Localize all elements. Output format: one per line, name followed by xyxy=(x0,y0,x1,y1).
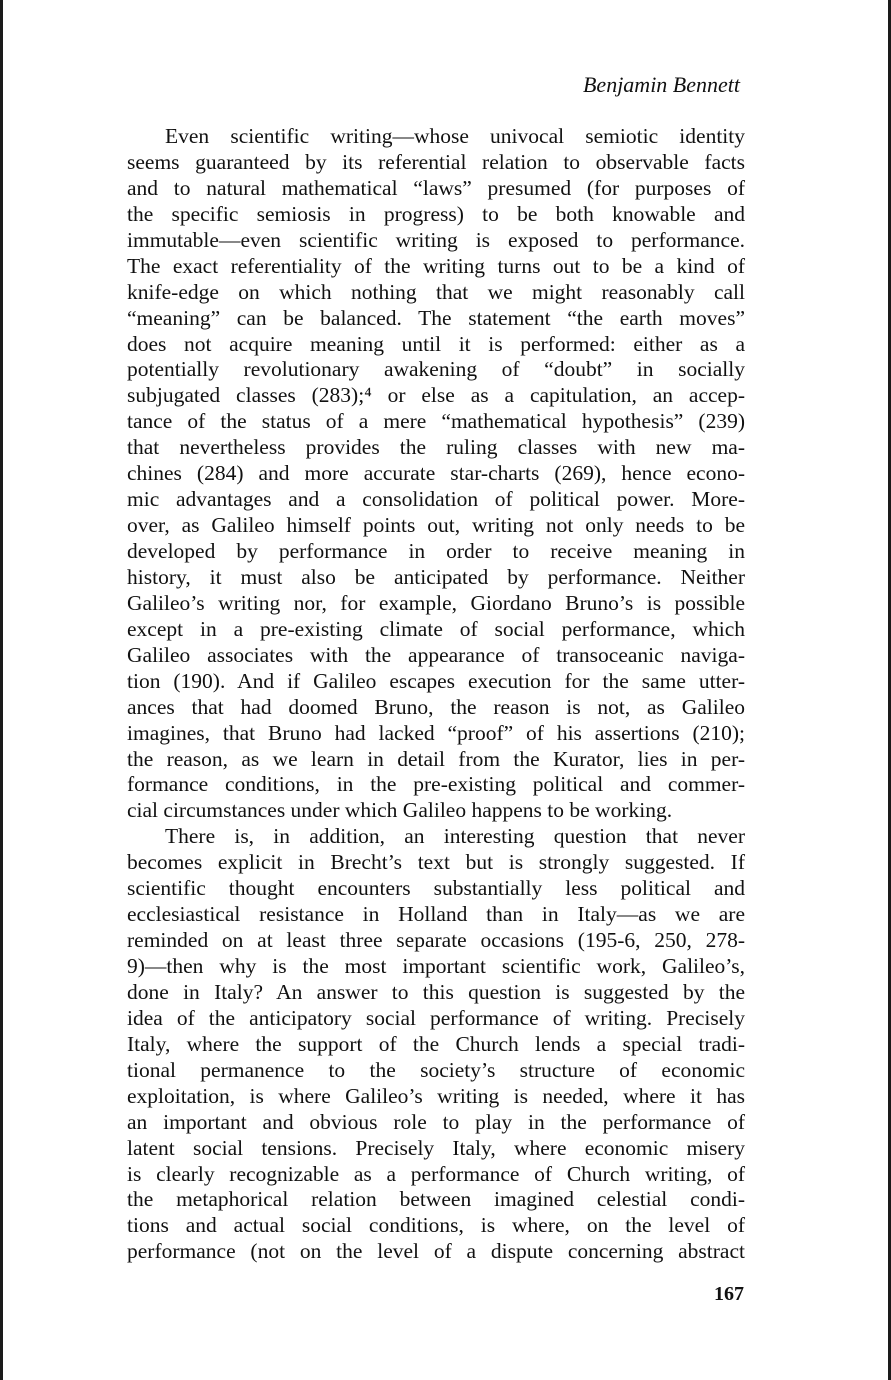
text-line: and to natural mathematical “laws” presumed (for purposes of xyxy=(127,175,745,200)
text-line: formance conditions, in the pre-existing political and commer- xyxy=(127,772,745,797)
text-line: developed by performance in order to receive meaning in xyxy=(127,539,745,563)
text-line: history, it must also be anticipated by performance. Neither xyxy=(127,564,745,589)
text-line: becomes explicit in Brecht’s text but is strongly suggested. If xyxy=(127,850,745,875)
text-line: The exact referentiality of the writing turns out to be a kind of xyxy=(127,253,745,278)
text-line: seems guaranteed by its referential relation to observable facts xyxy=(127,149,745,174)
text-line: Italy, where the support of the Church lends a special tradi- xyxy=(127,1031,745,1056)
text-line: There is, in addition, an interesting question that never xyxy=(165,824,745,849)
text-line: reminded on at least three separate occasions (195-6, 250, 278- xyxy=(127,928,745,953)
text-line: tional permanence to the society’s structure of economic xyxy=(127,1057,745,1082)
text-line: “meaning” can be balanced. The statement “the earth moves” xyxy=(127,305,745,330)
text-line: potentially revolutionary awakening of “doubt” in socially xyxy=(127,357,745,382)
text-line: except in a pre-existing climate of social performance, which xyxy=(127,616,745,641)
text-line: does not acquire meaning until it is performed: either as a xyxy=(127,331,745,356)
text-line: ecclesiastical resistance in Holland than in Italy—as we are xyxy=(127,902,745,927)
text-line: ances that had doomed Bruno, the reason is not, as Galileo xyxy=(127,694,745,719)
text-line: imagines, that Bruno had lacked “proof” of his assertions (210); xyxy=(127,720,745,745)
text-line: latent social tensions. Precisely Italy, where economic misery xyxy=(127,1135,745,1160)
text-line: cial circumstances under which Galileo happens to be working. xyxy=(127,798,673,823)
text-line: the specific semiosis in progress) to be both knowable and xyxy=(127,201,745,226)
text-line: an important and obvious role to play in the performance of xyxy=(127,1109,745,1134)
text-line: that nevertheless provides the ruling classes with new ma- xyxy=(127,435,745,460)
text-line: Galileo associates with the appearance of transoceanic naviga- xyxy=(127,642,745,667)
text-line: idea of the anticipatory social performance of writing. Precisely xyxy=(127,1005,745,1030)
text-line: tance of the status of a mere “mathematical hypothesis” (239) xyxy=(127,409,745,434)
text-line: 9)—then why is the most important scientific work, Galileo’s, xyxy=(127,954,745,978)
running-head: Benjamin Bennett xyxy=(582,72,740,97)
text-line: mic advantages and a consolidation of political power. More- xyxy=(127,487,745,512)
text-line: Galileo’s writing nor, for example, Giordano Bruno’s is possible xyxy=(127,590,745,615)
text-line: immutable—even scientific writing is exposed to performance. xyxy=(127,227,745,252)
page-edge-left xyxy=(0,0,3,1380)
text-line: subjugated classes (283);⁴ or else as a capitulation, an accep- xyxy=(127,383,745,408)
text-line: is clearly recognizable as a performance of Church writing, of xyxy=(127,1161,745,1186)
text-line: tions and actual social conditions, is where, on the level of xyxy=(127,1213,745,1238)
text-line: Even scientific writing—whose univocal semiotic identity xyxy=(165,124,745,148)
text-line: over, as Galileo himself points out, writing not only needs to be xyxy=(127,513,745,538)
text-line: exploitation, is where Galileo’s writing is needed, where it has xyxy=(127,1083,745,1108)
text-line: tion (190). And if Galileo escapes execution for the same utter- xyxy=(127,668,745,693)
text-line: chines (284) and more accurate star-charts (269), hence econo- xyxy=(127,461,745,486)
text-line: done in Italy? An answer to this question is suggested by the xyxy=(127,979,745,1004)
text-line: the reason, as we learn in detail from the Kurator, lies in per- xyxy=(127,746,745,771)
body-text xyxy=(127,124,745,1265)
text-line: scientific thought encounters substantially less political and xyxy=(127,876,745,901)
page-number: 167 xyxy=(714,1283,744,1305)
text-line: performance (not on the level of a dispute concerning abstract xyxy=(127,1239,745,1264)
text-line: knife-edge on which nothing that we might reasonably call xyxy=(127,279,745,304)
text-line: the metaphorical relation between imagined celestial condi- xyxy=(127,1187,745,1212)
